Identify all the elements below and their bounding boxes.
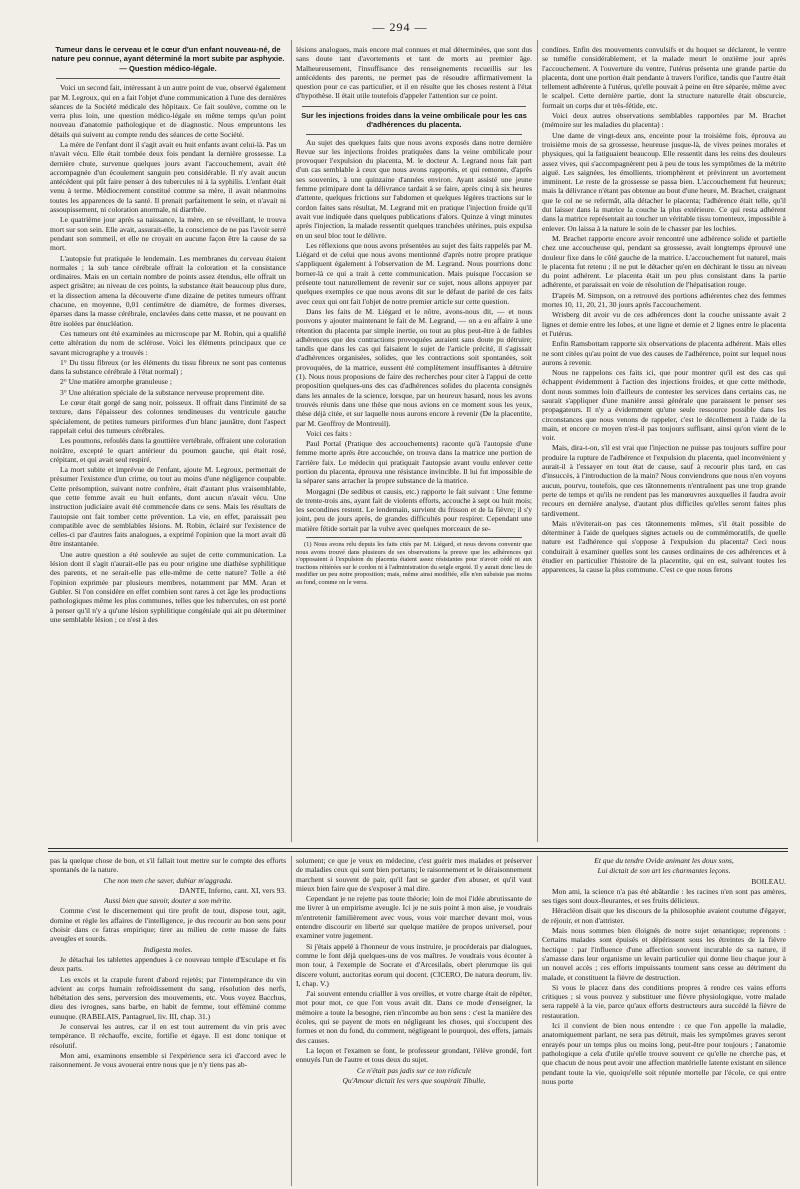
paragraph: Mais n'éviterait-on pas ces tâtonnements mêmes, s'il était possible de déterminer à l'aide de quelques signes actuels ou de commémoratifs, de quelle nature est l'adhérence qui s'oppose à l'expulsion du placenta? Ceci nous conduirait à examiner quelles sont les causes ordinaires de ces adhérences et à étudier en particulier l'histoire de la placentite, qui en est, suivant toutes les apparences, la cause la plus commune. C'est ce que nous ferons [542,518,786,575]
column-divider [537,40,538,842]
column-divider [537,856,538,1186]
list-item: 3° Une altération spéciale de la substance nerveuse proprement dite. [60,387,265,397]
verse-line: Indigesta moles. [143,944,193,954]
section-separator [302,106,526,107]
page-number: — 294 — [372,20,428,34]
paragraph: Cependant je ne rejette pas toute théorie; loin de moi l'idée abrutissante de me livrer à un empirisme aveugle. Ici je ne suis point à mon aise, je voudrais m'entretenir familièrement avec vous, vous voir marcher devant moi, vous entendre discourir en liberté sur quelque matière de propos universel, pour examiner votre jugement. [296,894,532,941]
paragraph: Voici deux autres observations semblables rapportées par M. Brachet (mémoire sur les maladies du placenta) : [542,111,786,130]
list-item: 2° Une matière amorphe granuleuse ; [60,377,172,387]
paragraph: pas la quelque chose de bon, et s'il fallait tout mettre sur le compte des efforts spontanés de la nature. [50,856,286,875]
verse-line: Et que du tendre Ovide animant les doux sons, [594,856,734,865]
article-title: Tumeur dans le cerveau et le cœur d'un enfant nouveau-né, de nature peu connue, ayant déterminé la mort subite par asphyxie. — Question médico-légale. [51,45,285,73]
paragraph: Ces tumeurs ont été examinées au microscope par M. Robin, qui a qualifié cette altération du nom de sclérose. Voici les éléments principaux que ce savant micrographe y a trouvés : [50,328,286,357]
paragraph: La mort subite et imprévue de l'enfant, ajoute M. Legroux, permettait de présumer l'existence d'un crime, ou tout au moins d'une négligence coupable. Cette présomption, suivant notre confrère, était d'autant plus vraisemblable, que cette femme avait eu huit enfants, dont aucun n'avait vécu. Une instruction judiciaire avait été commencée dans ce sens. Mais les résultats de l'autopsie ont fait tomber cette prévention. La vie, en effet, paraissait peu compatible avec de semblables lésions. M. Robin, éclairé sur l'existence de celles-ci par d'autres faits analogues, a exprimé l'opinion que la mort avait dû être instantanée. [50,465,286,549]
feuilleton-column-3 [542,856,786,1186]
paragraph: Les poumons, refoulés dans la gouttière vertébrale, offraient une coloration noirâtre, excepté le quart antérieur du poumon gauche, qui était rosé, crépitant, et qui avait seul respiré. [50,436,286,464]
paragraph: Wrisberg dit avoir vu de ces adhérences dont la couche unissante avait 2 lignes et demie entre les lobes, et une ligne et demie et 2 lignes entre le placenta et l'utérus. [542,310,786,338]
verse-line: Che non men che saver, dubiar m'aggrada. [103,875,233,885]
verse-source: DANTE, Inferno, cant. XI, vers 93. [179,885,286,895]
footnote-text: (1) Nous avons relu depuis les faits cités par M. Liégard, et nous devons convenir que nous avons trouvé dans plusieurs de ses observations la preuve que les adhérences qui s'opposaient à l'expulsion du placenta étaient assez résistantes pour n'avoir cédé ni aux tractions réitérées sur le cordon ni à l'administration du seigle ergoté. Il y aurait donc lieu de modifier un peu notre proposition; mais, même ainsi modifiée, elle n'en subsiste pas moins au fond, comme on le verra. [296,541,532,587]
paragraph: Paul Portal (Pratique des accouchements) raconte qu'à l'autopsie d'une femme morte après être accouchée, on trouva dans la matrice une portion de l'arrière faix. Le médecin qui pratiquait l'autopsie avant voulu enlever cette portion du placenta, éprouva une résistance invincible. Il lui fut impossible de la séparer sans arracher la propre substance de la matrice. [296,439,532,486]
verse-line: Qu'Amour dictait les vers que soupirait Tibulle, [342,1075,486,1085]
paragraph: Voici ces faits : [306,428,352,438]
verse-line: Lui dictait de son art les charmantes leçons. [597,866,731,876]
paragraph: Nous ne rappelons ces faits ici, que pour montrer qu'il est des cas qui échappent évidemment à l'action des injections froides, et que cette méthode, dont nous sommes loin d'ailleurs de contester les services dans certains cas, ne saurait s'appliquer d'une manière aussi générale que paraissent le penser ses propagateurs. Il n'y a évidemment qu'une seule ressource possible dans les circonstances que nous venons de rappeler, c'est le décollement à l'aide de la main, et encore ce moyen n'est-il pas toujours suffisant, ainsi qu'on vient de le voir. [542,368,786,443]
paragraph: Mon ami, examinons ensemble si l'expérience sera ici d'accord avec le raisonnement. Je vous avouerai entre nous que je n'y tiens pas ab- [50,1050,286,1070]
paragraph: Une autre question a été soulevée au sujet de cette communication. La lésion dont il s'agit n'aurait-elle pas eu pour origine une diathèse syphilitique des parents, et ne serait-elle pas elle-même de cette nature? Telle a été l'opinion exprimée par plusieurs membres, notamment par MM. Aran et Gubler. Si l'on considère en effet combien sont rares à cet âge les productions pathologiques même les plus communes, telles que les tubercules, on est porté à penser qu'il n'y a qu'une lésion syphilitique congéniale qui ait pu déterminer une semblable lésion ; ce n'est à des [50,549,286,624]
paragraph: Morgagni (De sedibus et causis, etc.) rapporte le fait suivant : Une femme de trente-trois ans, ayant fait de violents efforts, accouche à sept ou huit mois; les secondines restent. Le lendemain, survient du frisson et de la fièvre; il s'y joint, peu de jours après, de grandes difficultés pour respirer. Cependant une matière fétide sortait par la vulve avec quelques morceaux de se- [296,486,532,533]
column-1 [50,45,286,845]
paragraph: M. Brachet rapporte encore avoir rencontré une adhérence solide et partielle chez une accoucheuse qui, pendant sa grossesse, avait longtemps éprouvé une douleur fixe dans le côté gauche de la matrice. L'accouchement fut naturel, mais le placenta fut retenu ; il ne put le détacher qu'en en déchirant le tissu au niveau du point adhérent. Le placenta était un peu plus consistant dans la partie adhérente, et paraissait en voie de résolution de l'hépatisation rouge. [542,233,786,290]
paragraph: Dans les faits de M. Liégard et le nôtre, avons-nous dit, — et nous pouvons y ajouter maintenant le fait de M. Legrand, — on a eu affaire à une rétention du placenta par simple inertie, ou tout au plus peut-être à de faibles adhérences que des contractions provoquées auraient sans doute pu détruire; tandis que dans les cas qui faisaient le sujet de l'article précité, il s'agissait d'adhérences organisées, solides, que les contractions soit spontanées, soit provoquées, de la matrice, eussent été complètement insuffisantes à détruire (1). Nous nous proposions de faire des recherches pour citer à l'appui de cette proposition quelques-uns des cas d'adhérences solides du placenta consignés dans les annales de la science, lorsque, par un heureux hasard, nous les avons trouvés réunis dans une thèse que nous avions en ce moment sous les yeux, thèse déjà citée, et sur laquelle nous aurons encore à revenir (De la placentite, par M. Geoffroy de Montreuil). [296,306,532,428]
title-separator [306,134,522,135]
paragraph: lésions analogues, mais encore mal connues et mal déterminées, que sont dus sans doute tant d'avortements et tant de morts au premier âge. Malheureusement, l'insuffisance des renseignements recueillis sur les antécédents des parents, ne permet pas de résoudre affirmativement la question pour ce cas particulier, et il en résulte que les choses restent à l'état d'hypothèse. Il était utile toutefois d'appeler l'attention sur ce point. [296,45,532,101]
paragraph: Au sujet des quelques faits que nous avons exposés dans notre dernière Revue sur les injections froides pratiquées dans la veine ombilicale pour provoquer l'expulsion du placenta, M. le docteur A. Legrand nous fait part d'un cas semblable à ceux que nous avons rapportés, et qui remonte, d'après ses souvenirs, à une quinzaine d'années environ. Ayant assisté une jeune femme primipare dont la délivrance tardait à se faire, après cinq à six heures d'attente, quelques frictions sur l'abdomen et quelques légères tractions sur le cordon faites sans résultat, M. Legrand mit en pratique l'injection froide qu'il avait vue indiquée dans quelques publications d'alors. Quinze à vingt minutes après l'injection, la malade ressentit quelques tranchées utérines, puis expulsa en un seul bloc tout le délivre. [296,137,532,240]
paragraph: Comme c'est le discernement qui tire profit de tout, dispose tout, agit, domine et règle les affaires de l'intelligence, je dus recourir au bon sens pour choisir dans ce fatras empirique; tirer au milieu de cette masse de faits aveugles et sourds. [50,906,286,944]
paragraph: L'autopsie fut pratiquée le lendemain. Les membranes du cerveau étaient normales ; la sub tance cérébrale offrait la coloration et la consistance ordinaires. Mais en un certain nombre de points assez étendus, elle offrait un aspect grisâtre; au niveau de ces points, la substance était beaucoup plus dure, et la dissection amena la découverte d'une dizaine de petites tumeurs offrant chacune, en moyenne, 0,01 centimètre de diamètre, de formes diverses, éparses dans la masse cérébrale, enclavées dans cette masse, et ne pouvant en être isolées par énucléation. [50,253,286,328]
column-divider [291,856,292,1186]
verse-source: BOILEAU. [751,876,786,886]
footnote [296,541,532,587]
paragraph: Mais, dira-t-on, s'il est vrai que l'injection ne puisse pas toujours suffire pour produire la rupture de l'adhérence et l'expulsion du placenta, quel inconvénient y aurait-il à l'essayer en tout état de cause, sauf à recourir plus tard, en cas d'insuccès, à l'introduction de la main? Nous conviendrons que nous n'en voyons aucun, pourvu, toutefois, que ces tâtonnements n'entraînent pas une trop grande perte de temps et qu'ils ne rendent pas les manœuvres auxquelles il faudra avoir recours en dernière analyse, d'autant plus difficiles qu'elles seront faites plus tardivement. [542,443,786,518]
column-2 [296,45,532,845]
footnote-separator [306,537,522,538]
paragraph: Si j'étais appelé à l'honneur de vous instruire, je procéderais par dialogues, comme le font déjà quelques-uns de vos maîtres. Je voudrais vous écouter à mon tour, à l'exemple de Socrate et d'Arcesilaüs, obert plerumque iis qui discere volunt, auctoritas eorum qui docent. (CICERO, De natura deorum, liv. I, chap. V.) [296,941,532,988]
paragraph: Les réflexions que nous avons présentées au sujet des faits rappelés par M. Liégard et de celui que nous avons mentionné d'après notre propre pratique s'appliquent également à l'observation de M. Legrand. Nous pourrions donc borner-là ce qui a trait à cette communication. Mais puisque l'occasion se présente tout naturellement de revenir sur ce sujet, nous allons appuyer par quelques exemples ce que nous avons dit sur le défaut de parité de ces faits avec ceux qui ont fait l'objet de notre premier article sur cette question. [296,240,532,306]
column-3 [542,45,786,845]
feuilleton-column-2 [296,856,532,1186]
verse-line: Aussi bien que savoir, douter a son mérite. [104,896,232,906]
paragraph: La leçon et l'examen se font, le professeur grondant, l'élève grondé, fort ennuyés l'un de l'autre et tous deux du sujet. [296,1045,532,1065]
paragraph: solument; ce que je veux en médecine, c'est guérir mes malades et préserver de maladies ceux qui sont bien portants; le raisonnement et le déraisonnement marchent si souvent de pair, qu'il faut se garder d'en abuser, et qu'il vaut mieux bien faire que de s'exposer à mal dire. [296,856,532,893]
paragraph: Ici il convient de bien nous entendre : ce que l'on appelle la maladie, anatomiquement parlant, ne sera pas détruit, mais les symptômes graves seront enrayés pour un temps plus ou moins long, peut-être pour toujours ; l'anatomie pathologique a cela d'utile qu'elle trouve souvent ce qu'elle ne cherche pas, et que chacun de nous peut avoir une affection matérielle latente existant en silence pendant toute la vie, quoiqu'elle soit réputée mortelle par l'école, ce qui entre nous porte [542,1021,786,1086]
paragraph: Si vous le placez dans des conditions propres à rendre ces vains efforts critiques ; si vous pouvez y substituer une fièvre physiologique, votre malade sera rappelé à la vie, parce qu'aux efforts destructeurs aura succédé la fièvre de restauration. [542,982,786,1020]
paragraph: Une dame de vingt-deux ans, enceinte pour la troisième fois, éprouva au troisième mois de sa grossesse, heureuse jusque-là, de vives peines morales et physiques, qui la fatiguaient beaucoup. Elle ressentit dans les reins des douleurs assez vives, qui s'accompagnèrent peu à peu de tous les symptômes de la métrite aiguë. Les saignées, les émollients, triomphèrent et prévinrent un avortement imminent. Le reste de la grossesse se passa bien. L'accouchement fut heureux; mais la délivrance n'étant pas obtenue au bout d'une heure, M. Brachet, craignant que le col ne se refermât, alla détacher le placenta; l'adhérence était telle, qu'il dut laisser dans la matrice la couche la plus extérieure. Ce qui resta adhérent dans la matrice représentait au toucher un véritable tissu tomenteux, impossible à enlever. On laissa à la nature le soin de le chasser par les lochies. [542,130,786,233]
paragraph: J'ai souvent entendu crialller à vos oreilles, et votre charge était de répéter, mot pour mot, ce que l'on vous avait dit. Dans ce mode d'enseigner, la mémoire a toute la besogne, rien n'incombe au bon sens : c'est la manière des écoles, qui se payent de mots en négligeant les choses, qui s'occupent des formes et non du fond, du comment, négligeant le pourquoi, des effets, jamais des causes. [296,989,532,1045]
paragraph: Voici un second fait, intéressant à un autre point de vue, observé également par M. Legroux, qui en a fait l'objet d'une communication à l'une des dernières séances de la Société médicale des hôpitaux. Ce fait soulève, comme on le verra plus loin, une question médico-légale en même temps qu'un point nouveau d'anatomie pathologique et de diagnostic. Nous empruntons les détails qui suivent au compte rendu des séances de cette Société. [50,83,286,139]
paragraph: Je conservai les autres, car il en est tout autrement du vin pris avec tempérance. Il réchauffe, excite, fortifie et égaye. Il est donc tonique et résolutif. [50,1022,286,1050]
paragraph: Les excès et la crapule furent d'abord rejetés; par l'intempérance du vin advient au corps humain refroidissement du sang, résolution des nerfs, hébétation des sens, perversion des mouvements, etc. Vous voyez Bacchus, dieu des ivrognes, sans barbe, en habit de femme, tout efféminé comme eunuque. (RABELAIS, Pantagruel, liv. III, chap. 31.) [50,974,286,1021]
paragraph: Je détachai les tablettes appendues à ce nouveau temple d'Esculape et fis deux parts. [50,954,286,974]
paragraph: Enfin Ramsbottam rapporte six observations de placenta adhérent. Mais elles ne sont citées qu'au point de vue des causes de l'adhérence, point sur lequel nous aurons à revenir. [542,339,786,367]
title-separator [56,78,280,79]
column-divider [291,40,292,842]
verse-line: Ce n'était pas jadis sur ce ton ridicule [356,1065,472,1075]
paragraph: Héracléon disait que les discours de la philosophie avaient coutume d'égayer, de réjouir, et non d'attrister. [542,906,786,925]
paragraph: Le cœur était gorgé de sang noir, poisseux. Il offrait dans l'intimité de sa texture, dans l'épaisseur des colonnes tendineuses du ventricule gauche spécialement, de petites tumeurs piriformes d'un blanc jaunâtre, dont l'aspect rappelait celui des tumeurs cérébrales. [50,398,286,435]
paragraph: Mais nous sommes bien éloignés de notre sujet œnantique; reprenons : Certains malades sont épuisés et dépérissent sous les étreintes de la fièvre hectique : par l'influence d'une affection souvent incurable de sa nature, il s'amasse dans leur organisme un levain particulier qui donne lieu chaque jour à un nouvel accès ; ces efforts impuissants tournent sans cesse au détriment du malade, et constituent la fièvre de destruction. [542,926,786,982]
paragraph: La mère de l'enfant dont il s'agit avait eu huit enfants avant celui-là. Pas un n'avait vécu. Elle était tombée deux fois pendant la dernière grossesse. La dernière chute, survenue quelques jours avant l'accouchement, avait été accompagnée d'un écoulement sanguin peu considérable. Il n'y avait aucun antécédent qui pût faire penser à des tubercules ni à la syphilis. L'enfant était venu à terme. Médiocrement constitué comme sa mère, il avait néanmoins toutes les apparences de la santé. Il prenait parfaitement le sein, et n'avait ni assoupissement, ni coloration anormale, ni diarrhée. [50,140,286,215]
feuilleton-rule-double [48,851,788,852]
paragraph: D'après M. Simpson, on a retrouvé des portions adhérentes chez des femmes mortes 10, 11, 20, 21, 30 jours après l'accouchement. [542,290,786,310]
paragraph: Le quatrième jour après sa naissance, la mère, en se réveillant, le trouva mort sur son sein. Elle avait, assurait-elle, la conscience de ne pas l'avoir serré pendant son sommeil, et elle ne croyait en aucune façon être la cause de sa mort. [50,215,286,253]
feuilleton-column-1 [50,856,286,1186]
feuilleton-rule [48,848,788,849]
article-title: Sur les injections froides dans la veine ombilicale pour les cas d'adhérences du placenta. [301,110,527,130]
paragraph: condines. Enfin des mouvements convulsifs et du hoquet se déclarent, le ventre se tuméfie considérablement, et la malade meurt le onzième jour après l'accouchement. A l'ouverture du ventre, l'utérus présenta une grande partie du placenta, dont une portion était pendante à travers l'orifice, tandis que l'autre était tellement adhérente à l'utérus, qu'elle pouvait à peine en être séparée, même avec le scalpel. Cette dernière partie, dont la structure naturelle était obscurcie, formait un corps dur et très-fétide, etc. [542,45,786,110]
paragraph: Mon ami, la science n'a pas été abâtardie : les racines n'en sont pas amères, ses tiges sont doux-fleurantes, et ses fruits délicieux. [542,886,786,906]
list-item: 1° Du tissu fibreux (or les éléments du tissu fibreux ne sont pas contenus dans la substance cérébrale à l'état normal) ; [50,357,286,377]
